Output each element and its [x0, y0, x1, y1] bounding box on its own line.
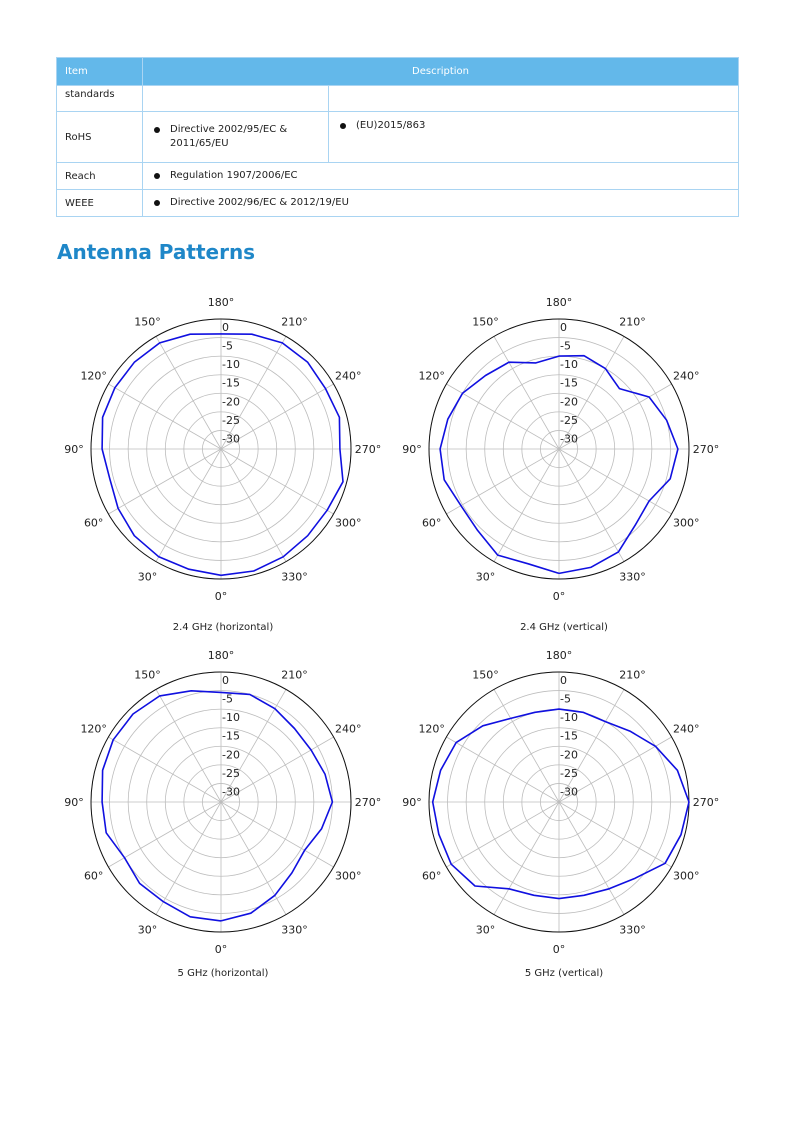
angle-tick-label: 270°: [692, 443, 720, 456]
radial-tick-label: -15: [222, 729, 240, 743]
angle-tick-label: 120°: [418, 722, 445, 736]
angle-tick-label: 150°: [472, 668, 499, 682]
bullet-icon: [154, 173, 160, 179]
spec-table: [56, 57, 739, 217]
angle-tick-label: 210°: [619, 668, 646, 682]
angle-tick-label: 0°: [214, 590, 228, 603]
radial-tick-label: -25: [560, 766, 578, 780]
angle-tick-label: 30°: [475, 570, 496, 584]
polar-chart-svg: [400, 290, 730, 610]
row-reach-col1: [143, 163, 739, 190]
radial-tick-label: -30: [560, 432, 578, 446]
polar-plot-24ghz-vertical: [400, 290, 730, 610]
radial-tick-label: -30: [222, 785, 240, 799]
angle-tick-label: 240°: [673, 722, 700, 736]
caption-5ghz-vertical: 5 GHz (vertical): [524, 968, 604, 979]
angle-tick-label: 150°: [134, 668, 161, 682]
header-item: Item: [57, 58, 143, 86]
radial-tick-label: -10: [222, 711, 240, 725]
row-standards-col1: [143, 86, 329, 112]
reach-regulation: Regulation 1907/2006/EC: [170, 170, 298, 181]
radial-tick-label: -5: [222, 339, 233, 353]
angle-tick-label: 120°: [80, 369, 107, 383]
grid-spoke: [494, 336, 559, 449]
radial-tick-label: -10: [222, 358, 240, 372]
row-standards-col2: [329, 86, 739, 112]
radial-tick-label: -25: [222, 766, 240, 780]
angle-tick-label: 30°: [137, 570, 158, 584]
angle-tick-label: 240°: [673, 369, 700, 383]
radial-tick-label: -30: [560, 785, 578, 799]
bullet-icon: [340, 123, 346, 129]
polar-plot-24ghz-horizontal: [62, 290, 392, 610]
radial-tick-label: -15: [222, 376, 240, 390]
radial-tick-label: 0: [222, 674, 229, 687]
section-title: Antenna Patterns: [57, 240, 256, 264]
radial-tick-label: -5: [560, 339, 571, 353]
row-weee-col1: [143, 190, 739, 217]
angle-tick-label: 0°: [552, 943, 566, 956]
angle-tick-label: 180°: [207, 296, 235, 309]
angle-tick-label: 270°: [354, 796, 382, 809]
angle-tick-label: 0°: [552, 590, 566, 603]
row-rohs-item: RoHS: [57, 112, 143, 163]
radial-tick-label: 0: [560, 321, 567, 334]
grid-spoke: [446, 802, 559, 867]
row-rohs-col2: [329, 112, 739, 163]
grid-spoke: [559, 449, 672, 514]
angle-tick-label: 330°: [281, 570, 308, 584]
angle-tick-label: 150°: [472, 315, 499, 329]
bullet-icon: [154, 127, 160, 133]
radial-tick-label: -5: [222, 692, 233, 706]
row-reach-item: Reach: [57, 163, 143, 190]
series-line: [102, 691, 332, 921]
angle-tick-label: 210°: [281, 315, 308, 329]
angle-tick-label: 300°: [673, 869, 700, 883]
angle-tick-label: 90°: [402, 443, 422, 456]
angle-tick-label: 90°: [402, 796, 422, 809]
angle-tick-label: 90°: [64, 796, 84, 809]
grid-spoke: [221, 449, 334, 514]
radial-tick-label: -20: [560, 748, 578, 762]
angle-tick-label: 300°: [335, 869, 362, 883]
angle-tick-label: 30°: [475, 923, 496, 937]
grid-spoke: [494, 449, 559, 562]
angle-tick-label: 60°: [421, 516, 442, 530]
angle-tick-label: 240°: [335, 369, 362, 383]
radial-tick-label: -25: [222, 413, 240, 427]
angle-tick-label: 60°: [83, 869, 104, 883]
caption-5ghz-horizontal: 5 GHz (horizontal): [177, 968, 269, 979]
radial-tick-label: -30: [222, 432, 240, 446]
grid-spoke: [221, 449, 286, 562]
header-description: Description: [143, 58, 739, 86]
radial-tick-label: -15: [560, 729, 578, 743]
angle-tick-label: 270°: [354, 443, 382, 456]
weee-directive: Directive 2002/96/EC & 2012/19/EU: [170, 197, 349, 208]
radial-tick-label: 0: [222, 321, 229, 334]
angle-tick-label: 180°: [207, 649, 235, 662]
rohs-directive: Directive 2002/95/EC & 2011/65/EU: [170, 124, 288, 149]
angle-tick-label: 120°: [418, 369, 445, 383]
polar-chart-svg: [400, 643, 730, 963]
angle-tick-label: 300°: [673, 516, 700, 530]
radial-tick-label: -20: [560, 395, 578, 409]
angle-tick-label: 180°: [545, 296, 573, 309]
grid-spoke: [221, 802, 286, 915]
angle-tick-label: 0°: [214, 943, 228, 956]
grid-spoke: [559, 802, 672, 867]
polar-chart-svg: [62, 290, 392, 610]
angle-tick-label: 270°: [692, 796, 720, 809]
angle-tick-label: 150°: [134, 315, 161, 329]
angle-tick-label: 180°: [545, 649, 573, 662]
grid-spoke: [108, 384, 221, 449]
radial-tick-label: -20: [222, 748, 240, 762]
grid-spoke: [156, 802, 221, 915]
polar-plot-5ghz-horizontal: [62, 643, 392, 963]
angle-tick-label: 210°: [281, 668, 308, 682]
angle-tick-label: 330°: [619, 570, 646, 584]
grid-spoke: [156, 449, 221, 562]
grid-spoke: [559, 449, 624, 562]
row-weee-item: WEEE: [57, 190, 143, 217]
angle-tick-label: 240°: [335, 722, 362, 736]
angle-tick-label: 120°: [80, 722, 107, 736]
grid-spoke: [156, 336, 221, 449]
caption-24ghz-horizontal: 2.4 GHz (horizontal): [172, 622, 274, 633]
polar-plot-5ghz-vertical: [400, 643, 730, 963]
row-rohs-col1: [143, 112, 329, 163]
grid-spoke: [446, 737, 559, 802]
angle-tick-label: 60°: [83, 516, 104, 530]
grid-spoke: [108, 737, 221, 802]
radial-tick-label: -25: [560, 413, 578, 427]
grid-spoke: [156, 689, 221, 802]
angle-tick-label: 60°: [421, 869, 442, 883]
grid-spoke: [446, 449, 559, 514]
grid-spoke: [108, 802, 221, 867]
row-standards-item: standards: [57, 86, 143, 112]
radial-tick-label: -10: [560, 711, 578, 725]
angle-tick-label: 300°: [335, 516, 362, 530]
caption-24ghz-vertical: 2.4 GHz (vertical): [520, 622, 608, 633]
radial-tick-label: -5: [560, 692, 571, 706]
grid-spoke: [108, 449, 221, 514]
angle-tick-label: 90°: [64, 443, 84, 456]
rohs-regulation: (EU)2015/863: [356, 120, 426, 131]
radial-tick-label: 0: [560, 674, 567, 687]
radial-tick-label: -15: [560, 376, 578, 390]
radial-tick-label: -10: [560, 358, 578, 372]
grid-spoke: [446, 384, 559, 449]
grid-spoke: [494, 689, 559, 802]
radial-tick-label: -20: [222, 395, 240, 409]
bullet-icon: [154, 200, 160, 206]
angle-tick-label: 210°: [619, 315, 646, 329]
angle-tick-label: 330°: [281, 923, 308, 937]
angle-tick-label: 30°: [137, 923, 158, 937]
polar-chart-svg: [62, 643, 392, 963]
angle-tick-label: 330°: [619, 923, 646, 937]
